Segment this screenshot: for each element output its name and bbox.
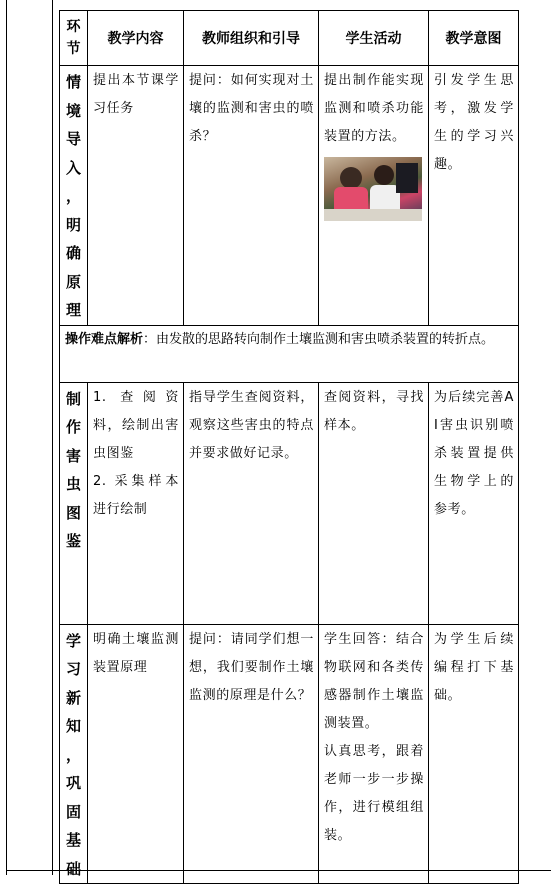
page-border-left: [6, 0, 7, 875]
lesson-plan-table: [59, 10, 519, 884]
table-row: [60, 382, 519, 624]
teacher-cell: 指导学生查阅资料，观察这些害虫的特点并要求做好记录。: [184, 382, 319, 624]
header-stage: 环节: [60, 11, 88, 66]
intent-cell: 为后续完善AI害虫识别喷杀装置提供生物学上的参考。: [429, 382, 519, 624]
stage-cell: 制 作 害 虫 图 鉴: [60, 382, 88, 624]
header-teacher: 教师组织和引导: [184, 11, 319, 66]
header-student: 学生活动: [319, 11, 429, 66]
page-border-inner: [52, 0, 53, 875]
student-text: 提出制作能实现监测和喷杀功能装置的方法。: [324, 73, 424, 144]
classroom-photo: [324, 157, 422, 221]
content-cell: [88, 382, 184, 624]
content-item: 2. 采集样本进行绘制: [93, 473, 179, 517]
intent-cell: 为学生后续编程打下基础。: [429, 624, 519, 884]
note-text: ：由发散的思路转向制作土壤监测和害虫喷杀装置的转折点。: [143, 331, 495, 347]
header-row: [60, 11, 519, 66]
note-row: [60, 325, 519, 382]
teacher-cell: 提问：如何实现对土壤的监测和害虫的喷杀？: [184, 66, 319, 326]
note-label: 操作难点解析: [65, 331, 144, 347]
table-row: [60, 624, 519, 884]
content-item: 1. 查阅资料，绘制出害虫图鉴: [93, 389, 179, 461]
stage-cell: 情 境 导 入 ， 明 确 原 理: [60, 66, 88, 326]
header-intent: 教学意图: [429, 11, 519, 66]
student-text: 认真思考，跟着老师一步一步操作，进行模组组装。: [324, 743, 424, 843]
student-cell: [319, 624, 429, 884]
header-content: 教学内容: [88, 11, 184, 66]
difficulty-note: [60, 325, 519, 382]
student-cell: [319, 66, 429, 326]
intent-cell: 引发学生思考，激发学生的学习兴趣。: [429, 66, 519, 326]
table-row: [60, 66, 519, 326]
student-cell: 查阅资料，寻找样本。: [319, 382, 429, 624]
content-cell: 明确土壤监测装置原理: [88, 624, 184, 884]
content-cell: 提出本节课学习任务: [88, 66, 184, 326]
student-text: 学生回答：结合物联网和各类传感器制作土壤监测装置。: [324, 631, 424, 731]
stage-cell: 学 习 新 知 ， 巩 固 基 础: [60, 624, 88, 884]
teacher-cell: 提问：请同学们想一想，我们要制作土壤监测的原理是什么？: [184, 624, 319, 884]
